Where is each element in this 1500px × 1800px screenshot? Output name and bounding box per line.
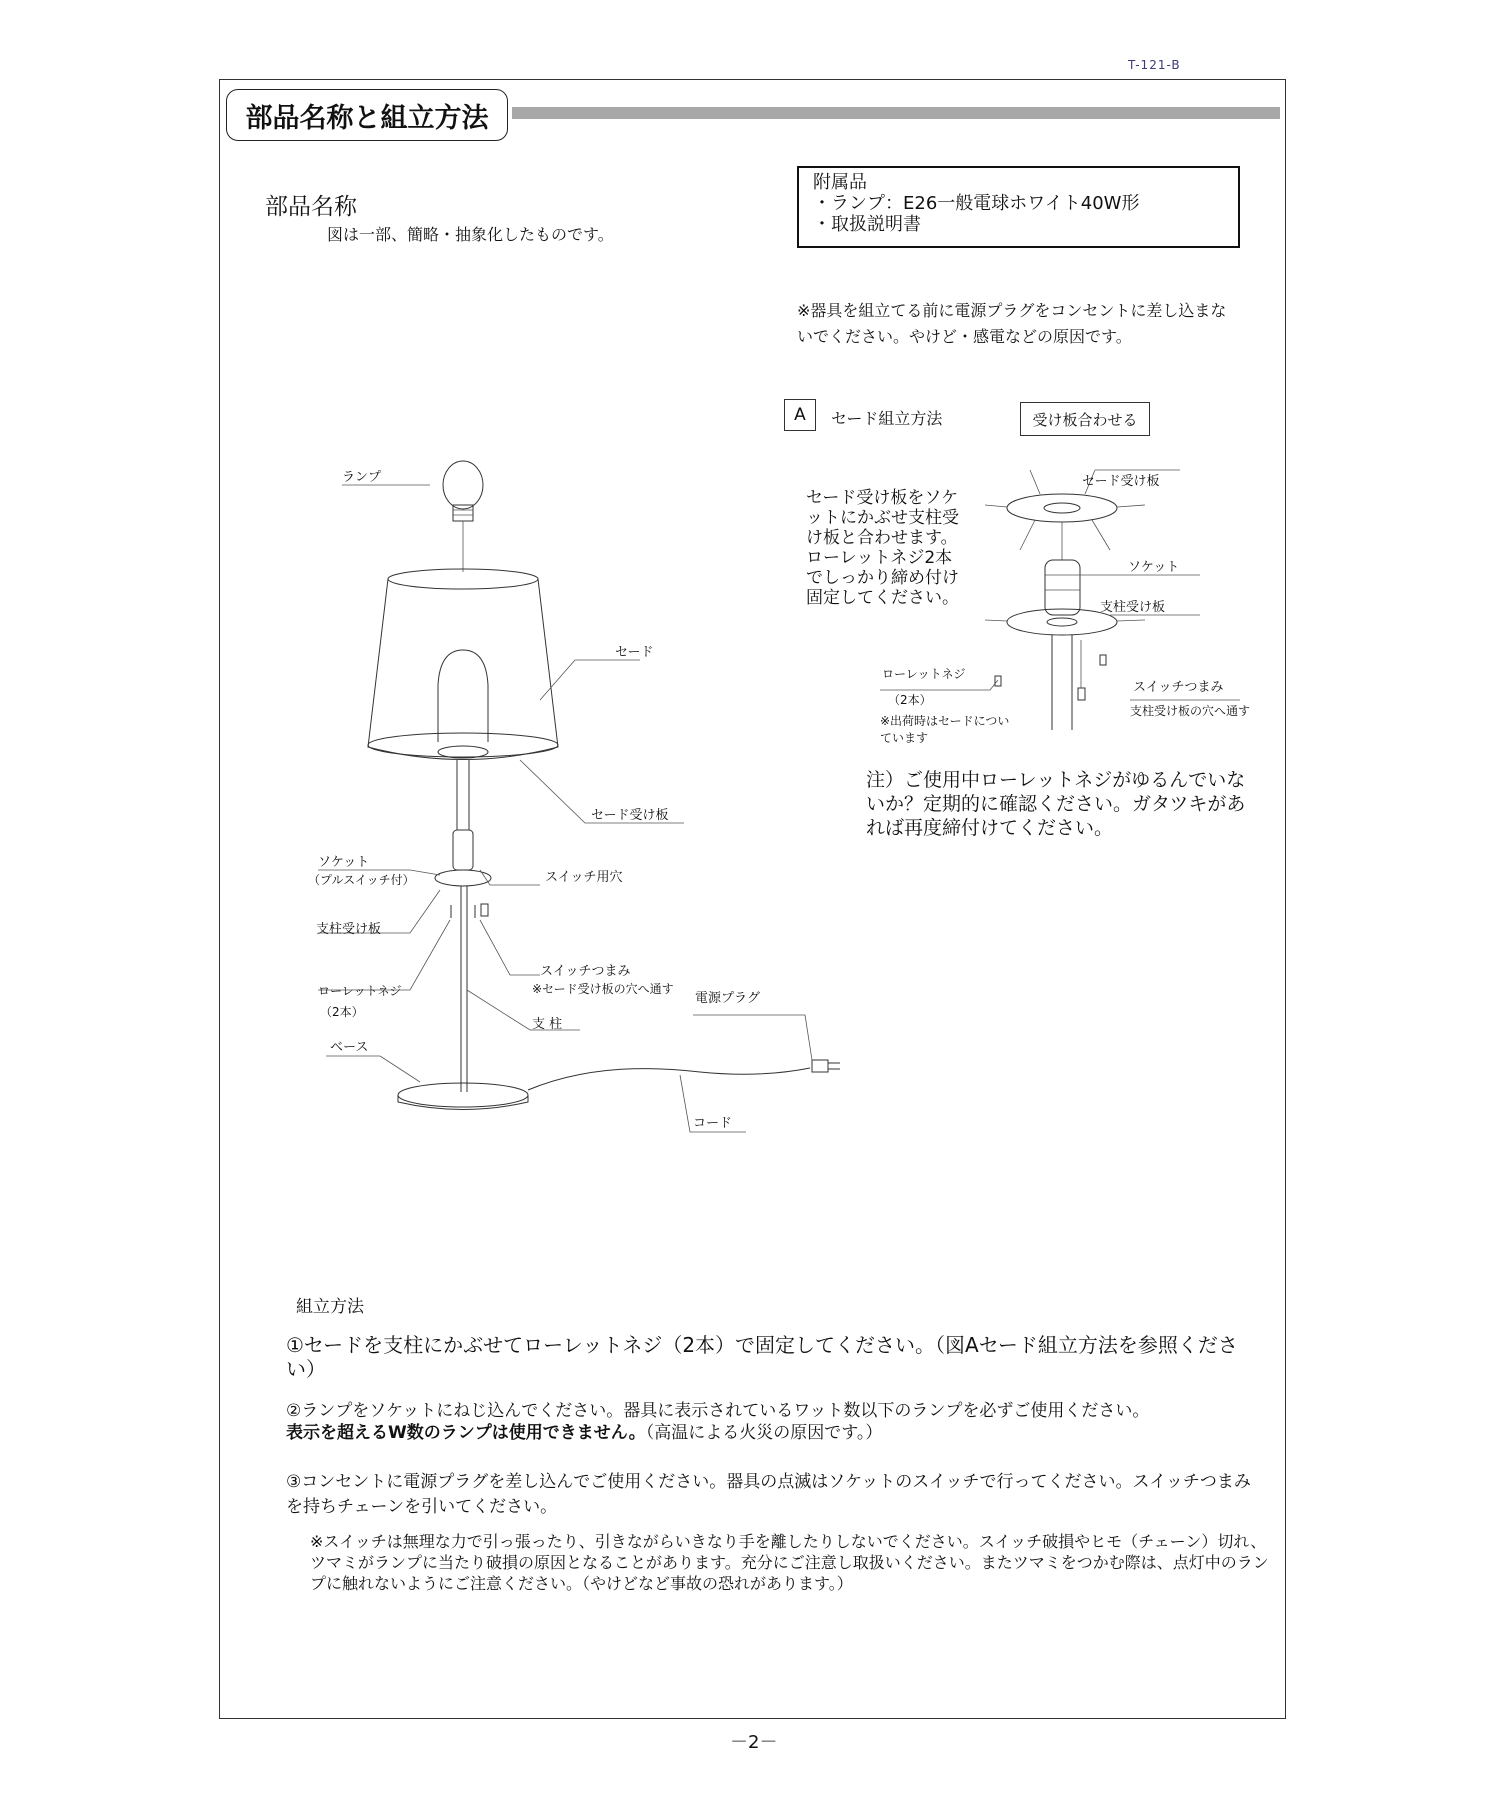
detail-label-screw-count: （2本） xyxy=(888,693,932,707)
pillar-drawing xyxy=(435,760,491,1092)
section-a-letter: A xyxy=(784,399,816,431)
detail-label-pillar-plate: 支柱受け板 xyxy=(1100,600,1166,615)
label-base: ベース xyxy=(330,1040,369,1055)
detail-label-socket: ソケット xyxy=(1128,560,1180,575)
label-lamp: ランプ xyxy=(342,470,382,485)
page-title: 部品名称と組立方法 xyxy=(226,89,508,141)
label-pillar: 支 柱 xyxy=(532,1017,563,1032)
safety-warning: ※器具を組立てる前に電源プラグをコンセントに差し込まないでください。やけど・感電などの原因です。 xyxy=(797,301,1227,346)
cord-and-plug-drawing xyxy=(528,1060,840,1090)
label-switch-knob: スイッチつまみ xyxy=(540,964,631,979)
section-a-title: セード組立方法 xyxy=(831,409,943,428)
parts-heading: 部品名称 xyxy=(265,194,357,220)
page-number: －2－ xyxy=(730,1732,778,1753)
assembly-step-3: ③コンセントに電源プラグを差し込んでご使用ください。器具の点滅はソケットのスイッチで行ってください。スイッチつまみを持ちチェーンを引いてください。 xyxy=(286,1472,1251,1517)
label-shade: セード xyxy=(615,645,654,660)
label-pillar-plate: 支柱受け板 xyxy=(316,922,382,937)
accessories-heading: 附属品 xyxy=(813,172,867,193)
label-knurl-screw: ローレットネジ xyxy=(318,984,402,998)
accessory-item: ・取扱説明書 xyxy=(813,214,921,235)
detail-label-shade-plate: セード受け板 xyxy=(1082,474,1160,489)
accessory-item: ・ランプ：E26一般電球ホワイト40W形 xyxy=(813,193,1140,214)
shade-drawing xyxy=(368,569,558,760)
detail-label-switch-knob: スイッチつまみ xyxy=(1133,680,1224,695)
section-a-note: 注）ご使用中ローレットネジがゆるんでいないか？定期的に確認ください。ガタツキがあれば再度締付けてください。 xyxy=(866,769,1246,839)
label-screw-count: （2本） xyxy=(320,1005,364,1019)
label-cord: コード xyxy=(693,1116,733,1131)
detail-shipping-note: ※出荷時はセードについています xyxy=(880,714,1010,745)
section-a-instructions: セード受け板をソケットにかぶせ支柱受け板と合わせます。ローレットネジ2本でしっかり締め付け固定してください。 xyxy=(806,488,959,608)
assembly-step-2-bold: 表示を超えるW数のランプは使用できません。 xyxy=(286,1423,646,1443)
document-code: T-121-B xyxy=(1128,58,1181,72)
detail-label-knurl-screw: ローレットネジ xyxy=(882,667,966,681)
assembly-step-1: ①セードを支柱にかぶせてローレットネジ（2本）で固定してください。（図Aセード組立方法を参照ください） xyxy=(286,1333,1238,1381)
parts-note: 図は一部、簡略・抽象化したものです。 xyxy=(327,225,614,244)
lamp-bulb-drawing xyxy=(443,461,483,572)
base-drawing xyxy=(398,1083,528,1110)
assembly-step-2 xyxy=(286,1400,1266,1444)
detail-socket-drawing xyxy=(985,560,1145,730)
label-shade-plate: セード受け板 xyxy=(591,808,669,823)
assembly-step-2-text: ②ランプをソケットにねじ込んでください。器具に表示されているワット数以下のランプを必ずご使用ください。 xyxy=(286,1401,1150,1421)
label-switch-hole: スイッチ用穴 xyxy=(545,870,623,885)
assembly-step-2-reason: （高温による火災の原因です。） xyxy=(645,1423,883,1443)
detail-switch-note: 支柱受け板の穴へ通す xyxy=(1130,704,1251,718)
label-plug: 電源プラグ xyxy=(695,991,761,1006)
label-socket: ソケット xyxy=(318,855,370,870)
detail-screws-drawing xyxy=(995,640,1106,700)
label-pull-switch: （プルスイッチ付） xyxy=(308,873,415,887)
switch-caution: ※スイッチは無理な力で引っ張ったり、引きながらいきなり手を離したりしないでください。スイッチ破損やヒモ（チェーン）切れ、ツマミがランプに当たり破損の原因となることがあります。充分にご注意し取扱いください。またツマミをつかむ際は、点灯中のランプに触れないようにご注意ください。（やけどなど事故の恐れがあります。） xyxy=(310,1532,1269,1593)
assembly-heading: 組立方法 xyxy=(296,1297,364,1317)
label-switch-knob-note: ※セード受け板の穴へ通す xyxy=(532,982,674,996)
align-label-box: 受け板合わせる xyxy=(1020,402,1150,436)
